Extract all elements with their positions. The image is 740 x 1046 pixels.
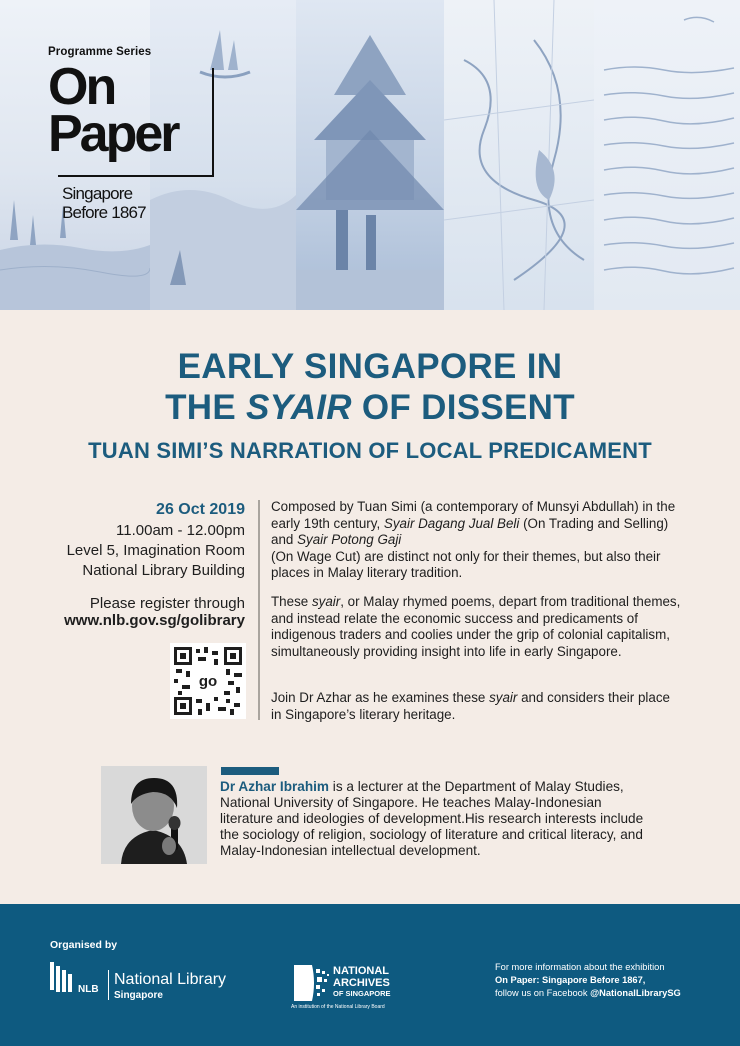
event-venue-building: National Library Building bbox=[82, 562, 245, 579]
speaker-accent-bar bbox=[221, 767, 279, 775]
banner-panel-mosque bbox=[296, 0, 444, 310]
logo-paper-text: Paper bbox=[48, 105, 178, 163]
event-title-line1: EARLY SINGAPORE IN bbox=[177, 347, 563, 386]
header-banner bbox=[0, 0, 740, 310]
register-link[interactable]: www.nlb.gov.sg/golibrary bbox=[64, 612, 245, 629]
description-paragraph-1: Composed by Tuan Simi (a contemporary of Munsyi Abdullah) in the early 19th century, Syair Dagang Jual Beli (On Trading and Selling) and Syair Potong Gaji (On Wage Cut) are distinct not only for their themes, but also their places in Malay literary tradition. bbox=[271, 499, 676, 580]
description-paragraph-2: These syair, or Malay rhymed poems, depart from traditional themes, and instead relate the economic success and predicaments of indigenous traders and coolies under the grip of colonial capitalism, simultaneously providing insight into life in early Singapore. bbox=[271, 594, 681, 659]
column-divider bbox=[258, 500, 260, 720]
nas-tagline: An institution of the National Library Board bbox=[291, 1004, 385, 1010]
nlb-logo-icon bbox=[50, 962, 76, 996]
logo-subtitle-line1: Singapore bbox=[62, 184, 133, 203]
nas-name-line3: OF SINGAPORE bbox=[333, 989, 391, 998]
footer-info-line1: For more information about the exhibition bbox=[495, 962, 665, 972]
logo-divider-vertical bbox=[212, 68, 214, 176]
organised-by-label: Organised by bbox=[50, 939, 118, 951]
event-date: 26 Oct 2019 bbox=[156, 501, 245, 518]
nas-name-line2: ARCHIVES bbox=[333, 977, 390, 989]
speaker-bio: Dr Azhar Ibrahim is a lecturer at the Department of Malay Studies, National University of Singapore. He teaches Malay-Indonesian literature and ideologies of development.His research interests include the sociology of religion, sociology of literature and critical literacy, and Malay-Indonesian intellectual development. bbox=[220, 779, 644, 858]
national-library-sub: Singapore bbox=[114, 990, 163, 1001]
event-time: 11.00am - 12.00pm bbox=[116, 522, 245, 539]
register-label: Please register through bbox=[89, 595, 245, 612]
national-library-name: National Library bbox=[114, 971, 227, 988]
banner-panel-map bbox=[444, 0, 594, 310]
facebook-handle-link[interactable]: @NationalLibrarySG bbox=[590, 988, 681, 998]
event-title-line2: THE SYAIR OF DISSENT bbox=[165, 388, 575, 427]
nas-name-line1: NATIONAL bbox=[333, 965, 390, 977]
footer bbox=[0, 904, 740, 1046]
banner-panel-manuscript bbox=[594, 0, 740, 310]
logo-on-text: On bbox=[48, 58, 115, 116]
event-venue-room: Level 5, Imagination Room bbox=[66, 542, 245, 559]
qr-go-label: go bbox=[198, 673, 218, 690]
logo-subtitle-line2: Before 1867 bbox=[62, 203, 146, 222]
description-paragraph-3: Join Dr Azhar as he examines these syair and considers their place in Singapore’s literary heritage. bbox=[271, 690, 670, 722]
footer-facebook-line: follow us on Facebook @NationalLibrarySG bbox=[495, 988, 681, 998]
programme-series-label: Programme Series bbox=[48, 46, 152, 58]
nlb-logo-divider bbox=[108, 970, 109, 1000]
speaker-photo bbox=[101, 766, 207, 864]
nas-logo-icon bbox=[290, 963, 332, 1003]
qr-code[interactable] bbox=[170, 643, 246, 719]
footer-exhibition-name: On Paper: Singapore Before 1867, bbox=[495, 975, 646, 985]
speaker-name: Dr Azhar Ibrahim bbox=[220, 779, 330, 794]
nlb-abbreviation: NLB bbox=[78, 984, 99, 995]
logo-divider-horizontal bbox=[58, 175, 214, 177]
event-subtitle: TUAN SIMI’S NARRATION OF LOCAL PREDICAMENT bbox=[88, 438, 652, 463]
